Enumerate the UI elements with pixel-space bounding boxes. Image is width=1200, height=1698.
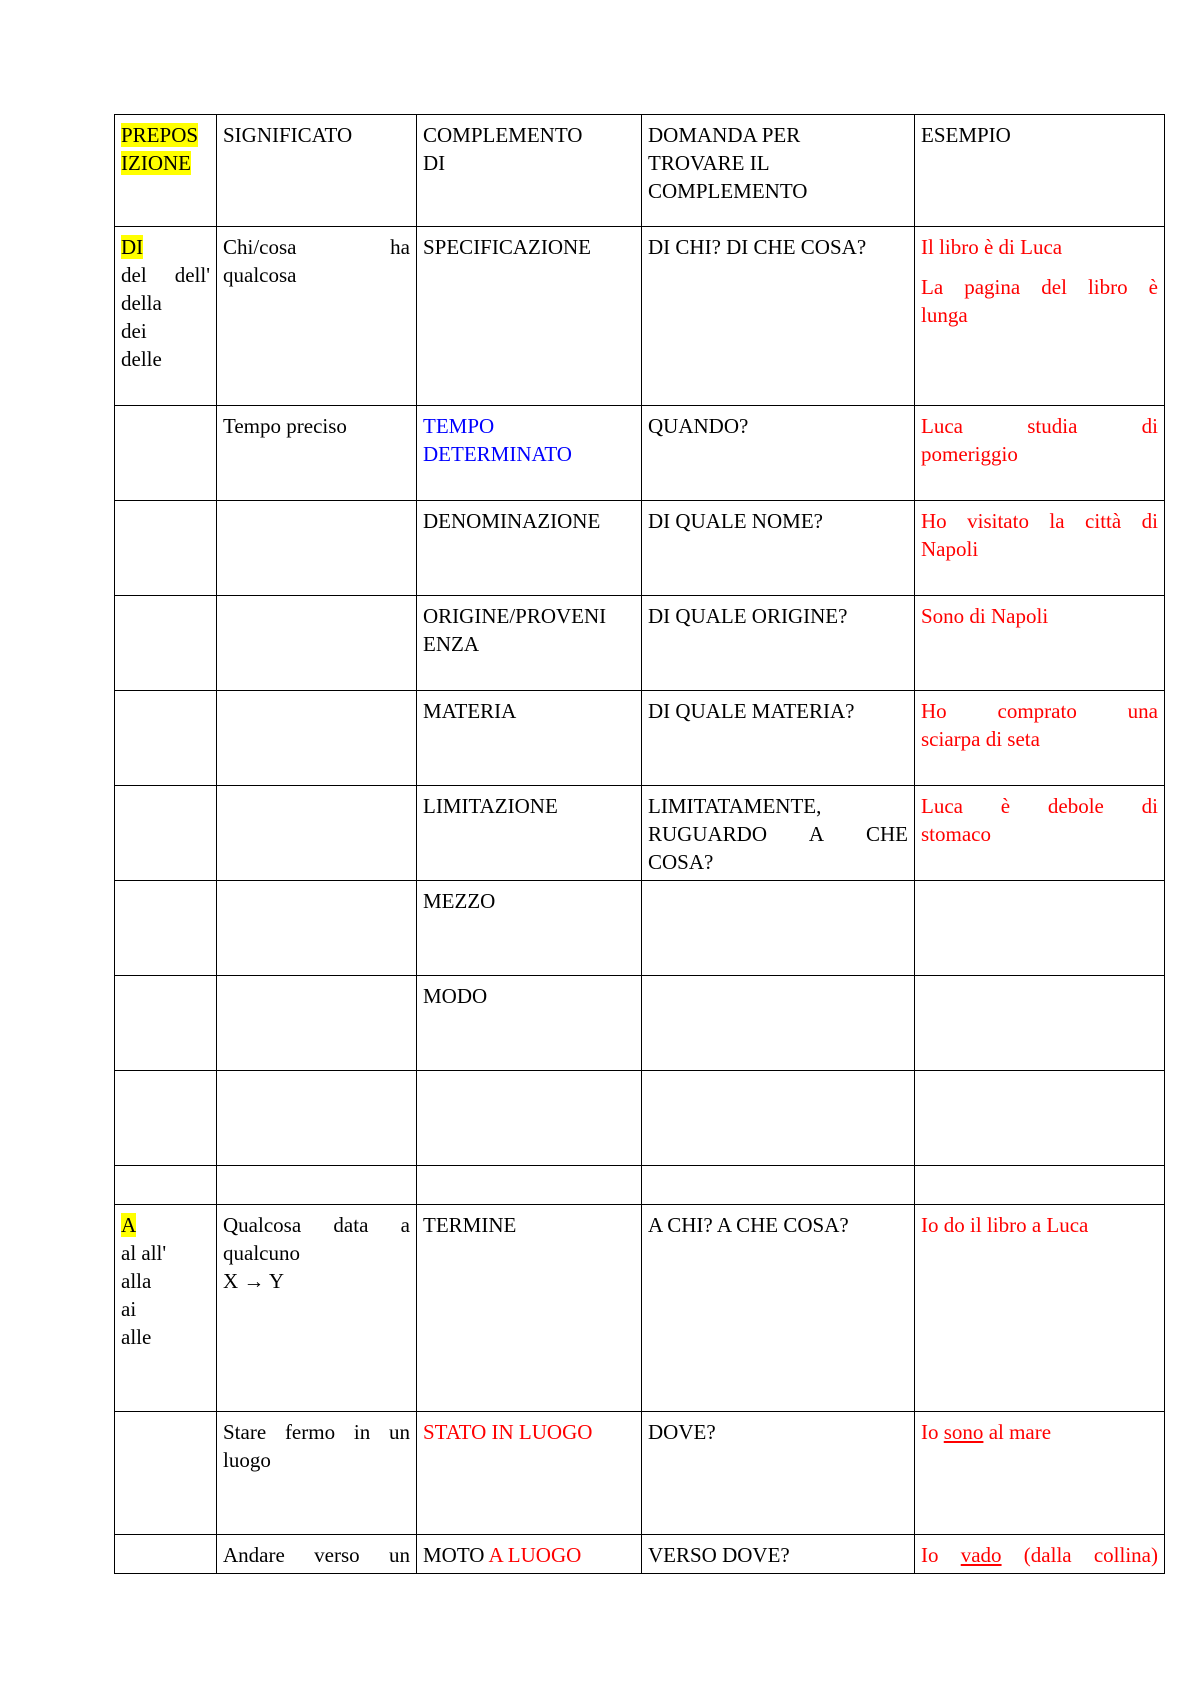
header-domanda-line1: DOMANDA PER xyxy=(648,123,801,147)
complemento-cell: LIMITAZIONE xyxy=(417,786,642,881)
header-complemento-line2: DI xyxy=(423,151,446,175)
header-complemento xyxy=(417,115,642,227)
domanda-cell: DI CHI? DI CHE COSA? xyxy=(642,227,915,406)
header-row xyxy=(115,115,1165,227)
table-row xyxy=(115,227,1165,406)
domanda-cell: DI QUALE ORIGINE? xyxy=(642,596,915,691)
esempio-cell: Luca è debole di stomaco xyxy=(915,786,1165,881)
esempio-cell: Ho visitato la città di Napoli xyxy=(915,501,1165,596)
significato-cell xyxy=(217,691,417,786)
prep-cell xyxy=(115,881,217,976)
prep-di-form: della xyxy=(121,291,162,315)
esempio-cell: Sono di Napoli xyxy=(915,596,1165,691)
prep-di-form: del dell' xyxy=(121,263,210,287)
significato-cell xyxy=(217,881,417,976)
table-row xyxy=(115,691,1165,786)
empty-cell xyxy=(915,1166,1165,1205)
esempio-cell xyxy=(915,976,1165,1071)
header-preposizione-line2: IZIONE xyxy=(121,151,191,175)
empty-cell xyxy=(642,1166,915,1205)
empty-cell xyxy=(417,1071,642,1166)
prep-di-form: dei xyxy=(121,319,147,343)
prep-cell xyxy=(115,1535,217,1574)
empty-cell xyxy=(115,1166,217,1205)
prep-a-cell xyxy=(115,1205,217,1412)
complemento-cell: DENOMINAZIONE xyxy=(417,501,642,596)
prep-a-label: A xyxy=(121,1213,137,1237)
esempio-cell: Ho comprato una sciarpa di seta xyxy=(915,691,1165,786)
table-row xyxy=(115,881,1165,976)
domanda-cell: DOVE? xyxy=(642,1412,915,1535)
header-domanda xyxy=(642,115,915,227)
table-row xyxy=(115,786,1165,881)
empty-cell xyxy=(915,1071,1165,1166)
header-significato: SIGNIFICATO xyxy=(217,115,417,227)
domanda-cell xyxy=(642,976,915,1071)
prep-a-form: alle xyxy=(121,1325,152,1349)
significato-cell xyxy=(217,596,417,691)
significato-cell: Chi/cosa ha qualcosa xyxy=(217,227,417,406)
esempio-cell: Il libro è di Luca La pagina del libro è lunga xyxy=(915,227,1165,406)
complemento-cell: MATERIA xyxy=(417,691,642,786)
prep-cell xyxy=(115,596,217,691)
prep-cell xyxy=(115,501,217,596)
domanda-cell: DI QUALE NOME? xyxy=(642,501,915,596)
significato-cell xyxy=(217,976,417,1071)
significato-cell: Tempo preciso xyxy=(217,406,417,501)
complemento-cell: SPECIFICAZIONE xyxy=(417,227,642,406)
prep-cell xyxy=(115,691,217,786)
esempio-cell: Io vado (dalla collina) xyxy=(915,1535,1165,1574)
table-row xyxy=(115,1535,1165,1574)
prep-di-label: DI xyxy=(121,235,144,259)
significato-cell xyxy=(217,786,417,881)
prep-a-form: al all' xyxy=(121,1241,167,1265)
table-row xyxy=(115,406,1165,501)
esempio-cell: Luca studia di pomeriggio xyxy=(915,406,1165,501)
empty-cell xyxy=(217,1166,417,1205)
esempio-cell xyxy=(915,881,1165,976)
header-preposizione-line1: PREPOS xyxy=(121,123,199,147)
prep-cell xyxy=(115,1412,217,1535)
prep-di-cell xyxy=(115,227,217,406)
complemento-cell: TERMINE xyxy=(417,1205,642,1412)
domanda-cell: DI QUALE MATERIA? xyxy=(642,691,915,786)
complemento-cell: STATO IN LUOGO xyxy=(417,1412,642,1535)
complemento-cell: MOTO A LUOGO xyxy=(417,1535,642,1574)
prep-a-form: alla xyxy=(121,1269,152,1293)
header-preposizione xyxy=(115,115,217,227)
header-esempio: ESEMPIO xyxy=(915,115,1165,227)
prep-cell xyxy=(115,976,217,1071)
domanda-cell xyxy=(642,881,915,976)
complemento-cell: TEMPO DETERMINATO xyxy=(417,406,642,501)
complemento-cell: MODO xyxy=(417,976,642,1071)
significato-cell xyxy=(217,501,417,596)
esempio-cell: Io do il libro a Luca xyxy=(915,1205,1165,1412)
significato-cell: Qualcosa data a qualcuno X → Y xyxy=(217,1205,417,1412)
separator-row xyxy=(115,1166,1165,1205)
domanda-cell: A CHI? A CHE COSA? xyxy=(642,1205,915,1412)
domanda-cell: LIMITATAMENTE, RUGUARDO A CHE COSA? xyxy=(642,786,915,881)
header-complemento-line1: COMPLEMENTO xyxy=(423,123,583,147)
significato-cell: Andare verso un xyxy=(217,1535,417,1574)
prep-cell xyxy=(115,406,217,501)
table-row xyxy=(115,501,1165,596)
prep-cell xyxy=(115,786,217,881)
significato-cell: Stare fermo in un luogo xyxy=(217,1412,417,1535)
table-row xyxy=(115,976,1165,1071)
empty-cell xyxy=(417,1166,642,1205)
prepositions-table xyxy=(114,114,1165,1574)
table-row xyxy=(115,1071,1165,1166)
header-domanda-line3: COMPLEMENTO xyxy=(648,179,808,203)
esempio-cell: Io sono al mare xyxy=(915,1412,1165,1535)
header-domanda-line2: TROVARE IL xyxy=(648,151,770,175)
empty-cell xyxy=(115,1071,217,1166)
complemento-cell: MEZZO xyxy=(417,881,642,976)
prep-di-form: delle xyxy=(121,347,162,371)
empty-cell xyxy=(642,1071,915,1166)
domanda-cell: QUANDO? xyxy=(642,406,915,501)
table-row xyxy=(115,596,1165,691)
table-row xyxy=(115,1412,1165,1535)
prep-a-form: ai xyxy=(121,1297,137,1321)
table-row xyxy=(115,1205,1165,1412)
domanda-cell: VERSO DOVE? xyxy=(642,1535,915,1574)
complemento-cell: ORIGINE/PROVENI ENZA xyxy=(417,596,642,691)
empty-cell xyxy=(217,1071,417,1166)
